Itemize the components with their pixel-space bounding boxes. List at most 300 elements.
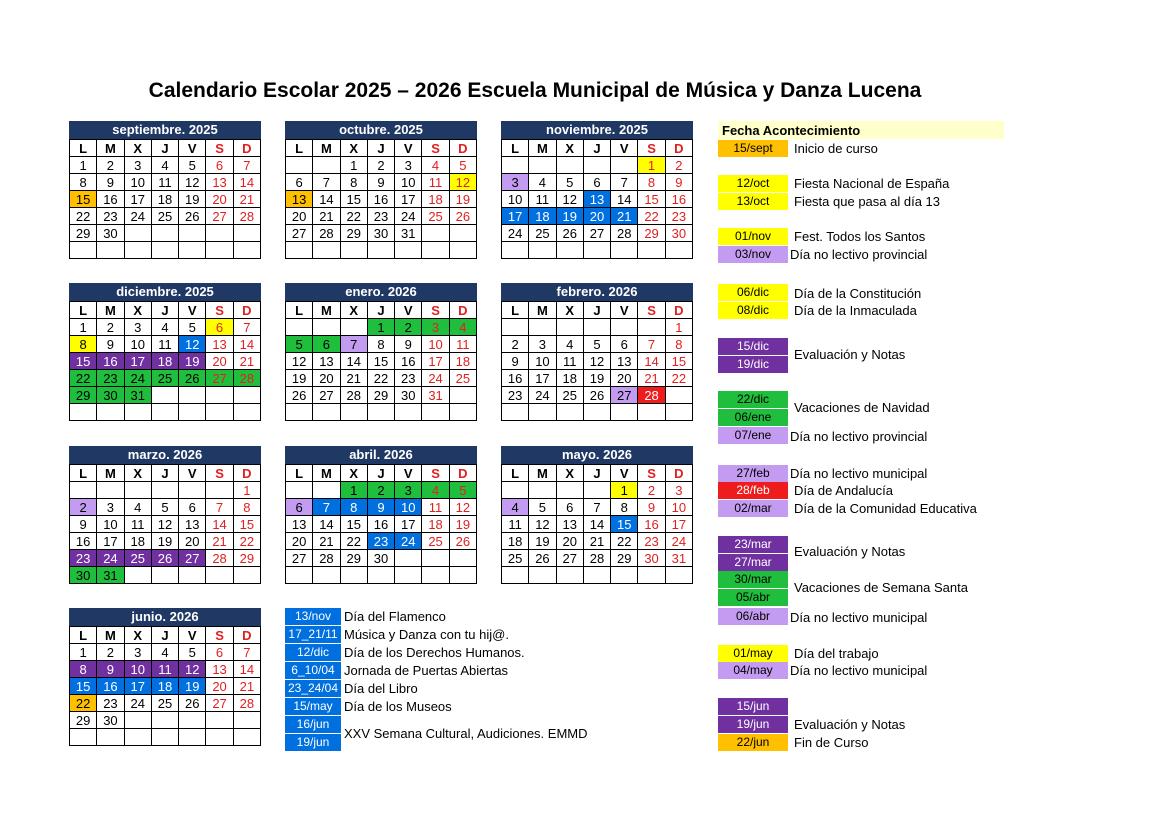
weekday-label: D [449,140,476,157]
legend-badge: 06/abr [718,608,788,625]
day-cell: 1 [340,482,367,499]
day-cell: 28 [340,387,367,404]
empty-cell [124,482,151,499]
day-cell: 1 [367,319,394,336]
empty-cell [206,712,233,729]
day-cell: 9 [367,174,394,191]
event-text: XXV Semana Cultural, Audiciones. EMMD [344,726,588,741]
weekday-label: X [556,465,583,482]
legend-text: Vacaciones de Semana Santa [794,580,968,595]
legend-badge: 22/jun [718,734,788,751]
day-cell: 11 [449,336,476,353]
empty-cell [206,567,233,584]
day-cell: 3 [422,319,449,336]
day-cell: 10 [665,499,692,516]
day-cell: 26 [286,387,313,404]
day-cell: 6 [206,319,233,336]
weekday-label: L [286,140,313,157]
day-cell: 27 [206,208,233,225]
day-cell: 5 [179,319,206,336]
day-cell: 30 [97,225,124,242]
day-cell: 7 [233,157,260,174]
day-cell: 22 [70,370,97,387]
legend-text: Fiesta que pasa al día 13 [794,194,940,209]
empty-cell [124,567,151,584]
calendar-september [69,121,261,259]
day-cell: 27 [313,387,340,404]
day-cell: 5 [151,499,178,516]
day-cell: 5 [179,644,206,661]
day-cell: 1 [665,319,692,336]
legend-badge: 04/may [718,662,788,679]
legend-badge: 05/abr [718,589,788,606]
day-cell: 14 [638,353,665,370]
empty-cell [638,242,665,259]
day-cell: 19 [286,370,313,387]
day-cell: 21 [233,678,260,695]
weekday-label: S [638,465,665,482]
day-cell: 18 [422,191,449,208]
day-cell: 16 [97,353,124,370]
weekday-label: J [583,140,610,157]
day-cell: 26 [529,550,556,567]
day-cell: 25 [529,225,556,242]
day-cell: 31 [422,387,449,404]
day-cell: 21 [233,353,260,370]
day-cell: 6 [179,499,206,516]
day-cell: 10 [395,499,422,516]
day-cell: 7 [313,499,340,516]
month-title: noviembre. 2025 [501,121,693,139]
weekday-label: J [367,465,394,482]
weekday-label: D [233,627,260,644]
day-cell: 6 [313,336,340,353]
empty-cell [367,567,394,584]
day-cell: 3 [124,319,151,336]
empty-cell [97,404,124,421]
day-cell: 15 [665,353,692,370]
empty-cell [611,157,638,174]
weekday-label: X [340,302,367,319]
day-cell: 18 [556,370,583,387]
day-cell: 27 [179,550,206,567]
legend-badge: 15/jun [718,698,788,715]
day-cell: 19 [179,353,206,370]
empty-cell [97,729,124,746]
day-cell: 9 [97,661,124,678]
empty-cell [206,404,233,421]
legend-header: Fecha Acontecimiento [718,121,1004,139]
day-cell: 17 [529,370,556,387]
empty-cell [502,242,529,259]
empty-cell [313,157,340,174]
day-cell: 21 [233,191,260,208]
day-cell: 7 [233,319,260,336]
day-cell: 8 [70,661,97,678]
weekday-label: L [502,302,529,319]
calendar-may [501,446,693,584]
day-cell: 16 [502,370,529,387]
day-cell: 26 [151,550,178,567]
day-cell: 28 [583,550,610,567]
empty-cell [286,404,313,421]
empty-cell [395,242,422,259]
month-title: junio. 2026 [69,608,261,626]
legend-text: Día de Andalucía [794,483,894,498]
day-cell: 8 [638,174,665,191]
day-cell: 10 [124,174,151,191]
day-cell: 9 [367,499,394,516]
day-cell: 22 [638,208,665,225]
day-cell: 6 [206,157,233,174]
day-cell: 17 [124,191,151,208]
day-cell: 29 [70,712,97,729]
day-cell: 19 [151,533,178,550]
day-cell: 18 [529,208,556,225]
day-cell: 2 [638,482,665,499]
day-cell: 30 [97,387,124,404]
empty-cell [313,404,340,421]
weekday-label: M [313,302,340,319]
day-cell: 10 [124,336,151,353]
day-cell: 30 [367,225,394,242]
day-cell: 25 [502,550,529,567]
empty-cell [151,482,178,499]
day-cell: 4 [151,644,178,661]
day-cell: 24 [97,550,124,567]
weekday-label: S [206,140,233,157]
legend-badge: 06/dic [718,284,788,301]
weekday-label: S [422,465,449,482]
legend-text: Día de la Inmaculada [794,303,917,318]
day-cell: 3 [124,644,151,661]
weekday-label: D [233,465,260,482]
legend-badge: 06/ene [718,409,788,426]
empty-cell [502,157,529,174]
weekday-label: J [583,465,610,482]
empty-cell [395,550,422,567]
event-badge: 6_10/04 [285,662,341,679]
empty-cell [151,567,178,584]
legend-badge: 30/mar [718,571,788,588]
event-text: Día de los Museos [344,699,452,714]
empty-cell [422,550,449,567]
day-cell: 27 [286,225,313,242]
empty-cell [340,567,367,584]
day-cell: 14 [340,353,367,370]
day-cell: 20 [206,191,233,208]
weekday-label: V [611,302,638,319]
day-cell: 23 [367,533,394,550]
event-badge: 23_24/04 [285,680,341,697]
weekday-label: X [340,465,367,482]
day-cell: 12 [449,499,476,516]
legend-text: Fiesta Nacional de España [794,176,950,191]
empty-cell [233,729,260,746]
empty-cell [233,567,260,584]
empty-cell [449,242,476,259]
day-cell: 15 [611,516,638,533]
day-cell: 18 [151,353,178,370]
legend-text: Día del trabajo [794,646,879,661]
day-cell: 1 [70,319,97,336]
empty-cell [124,225,151,242]
day-cell: 10 [97,516,124,533]
day-cell: 29 [70,387,97,404]
day-cell: 6 [611,336,638,353]
weekday-label: J [367,302,394,319]
day-cell: 30 [665,225,692,242]
empty-cell [395,567,422,584]
day-cell: 27 [583,225,610,242]
weekday-label: V [395,302,422,319]
event-badge: 12/dic [285,644,341,661]
day-cell: 14 [233,336,260,353]
day-cell: 13 [611,353,638,370]
day-cell: 16 [97,678,124,695]
weekday-label: X [556,302,583,319]
empty-cell [233,225,260,242]
empty-cell [179,387,206,404]
empty-cell [179,712,206,729]
day-cell: 7 [340,336,367,353]
day-cell: 23 [638,533,665,550]
day-cell: 19 [449,516,476,533]
day-cell: 15 [70,191,97,208]
day-cell: 13 [179,516,206,533]
legend-text: Inicio de curso [794,141,878,156]
day-cell: 3 [395,157,422,174]
legend-text: Evaluación y Notas [794,347,906,362]
day-cell: 30 [70,567,97,584]
day-cell: 5 [179,157,206,174]
day-cell: 25 [151,370,178,387]
empty-cell [556,482,583,499]
day-cell: 13 [583,191,610,208]
day-cell: 28 [206,550,233,567]
day-cell: 1 [611,482,638,499]
day-cell: 11 [151,661,178,678]
legend-badge: 07/ene [718,427,788,444]
empty-cell [638,567,665,584]
day-cell: 20 [179,533,206,550]
day-cell: 2 [97,157,124,174]
day-cell: 5 [583,336,610,353]
empty-cell [449,404,476,421]
day-cell: 2 [70,499,97,516]
empty-cell [151,404,178,421]
day-cell: 26 [179,370,206,387]
empty-cell [286,319,313,336]
weekday-label: J [151,627,178,644]
empty-cell [449,387,476,404]
empty-cell [206,482,233,499]
weekday-label: M [313,465,340,482]
day-cell: 20 [313,370,340,387]
day-cell: 20 [556,533,583,550]
legend-badge: 08/dic [718,302,788,319]
day-cell: 8 [70,174,97,191]
day-cell: 11 [422,499,449,516]
day-cell: 13 [206,661,233,678]
day-cell: 4 [449,319,476,336]
day-cell: 4 [422,482,449,499]
month-title: mayo. 2026 [501,446,693,464]
empty-cell [529,319,556,336]
empty-cell [529,242,556,259]
day-cell: 16 [367,516,394,533]
day-cell: 8 [367,336,394,353]
day-cell: 20 [286,533,313,550]
day-cell: 27 [206,695,233,712]
day-cell: 20 [611,370,638,387]
empty-cell [449,567,476,584]
day-cell: 22 [340,533,367,550]
legend-badge: 19/dic [718,356,788,373]
weekday-label: S [206,627,233,644]
empty-cell [206,729,233,746]
empty-cell [151,712,178,729]
event-badge: 15/may [285,698,341,715]
weekday-label: M [97,140,124,157]
weekday-label: J [151,302,178,319]
weekday-label: V [611,465,638,482]
day-cell: 31 [665,550,692,567]
empty-cell [449,550,476,567]
day-cell: 31 [124,387,151,404]
day-cell: 2 [97,644,124,661]
day-cell: 10 [529,353,556,370]
day-cell: 25 [151,695,178,712]
weekday-label: D [233,140,260,157]
day-cell: 18 [449,353,476,370]
day-cell: 1 [638,157,665,174]
day-cell: 21 [583,533,610,550]
day-cell: 14 [313,516,340,533]
empty-cell [611,319,638,336]
day-cell: 22 [70,695,97,712]
day-cell: 6 [206,644,233,661]
weekday-label: X [556,140,583,157]
day-cell: 25 [151,208,178,225]
day-cell: 19 [556,208,583,225]
day-cell: 11 [502,516,529,533]
day-cell: 13 [206,336,233,353]
day-cell: 25 [556,387,583,404]
day-cell: 29 [367,387,394,404]
day-cell: 24 [529,387,556,404]
day-cell: 12 [529,516,556,533]
day-cell: 11 [529,191,556,208]
empty-cell [206,242,233,259]
day-cell: 4 [502,499,529,516]
calendar-february [501,283,693,421]
legend-badge: 01/may [718,645,788,662]
month-title: febrero. 2026 [501,283,693,301]
empty-cell [502,567,529,584]
day-cell: 11 [151,174,178,191]
day-cell: 22 [611,533,638,550]
legend-badge: 27/feb [718,465,788,482]
legend-badge: 01/nov [718,228,788,245]
empty-cell [611,567,638,584]
day-cell: 12 [179,336,206,353]
day-cell: 18 [422,516,449,533]
legend-badge: 02/mar [718,500,788,517]
weekday-label: X [124,465,151,482]
day-cell: 6 [286,499,313,516]
day-cell: 4 [422,157,449,174]
empty-cell [179,729,206,746]
weekday-label: S [206,302,233,319]
calendar-october [285,121,477,259]
day-cell: 29 [233,550,260,567]
day-cell: 8 [611,499,638,516]
empty-cell [124,729,151,746]
day-cell: 17 [502,208,529,225]
day-cell: 18 [151,678,178,695]
weekday-label: J [583,302,610,319]
empty-cell [233,387,260,404]
empty-cell [233,242,260,259]
month-title: abril. 2026 [285,446,477,464]
day-cell: 15 [340,516,367,533]
legend-badge: 28/feb [718,482,788,499]
day-cell: 14 [611,191,638,208]
legend-text: Día no lectivo provincial [790,247,928,262]
day-cell: 25 [449,370,476,387]
day-cell: 3 [529,336,556,353]
event-badge: 19/jun [285,734,341,751]
weekday-label: M [529,302,556,319]
day-cell: 14 [583,516,610,533]
day-cell: 3 [502,174,529,191]
empty-cell [367,404,394,421]
day-cell: 4 [124,499,151,516]
day-cell: 28 [233,695,260,712]
event-text: Día del Libro [344,681,418,696]
empty-cell [124,242,151,259]
weekday-label: V [179,627,206,644]
weekday-label: M [529,465,556,482]
day-cell: 18 [151,191,178,208]
empty-cell [286,157,313,174]
day-cell: 10 [422,336,449,353]
day-cell: 27 [206,370,233,387]
day-cell: 8 [665,336,692,353]
day-cell: 4 [151,319,178,336]
day-cell: 9 [638,499,665,516]
day-cell: 19 [179,678,206,695]
day-cell: 11 [422,174,449,191]
empty-cell [638,319,665,336]
empty-cell [179,404,206,421]
day-cell: 9 [665,174,692,191]
day-cell: 2 [367,482,394,499]
empty-cell [179,242,206,259]
weekday-label: V [179,465,206,482]
day-cell: 7 [638,336,665,353]
day-cell: 23 [97,370,124,387]
day-cell: 4 [529,174,556,191]
day-cell: 13 [286,191,313,208]
day-cell: 19 [529,533,556,550]
day-cell: 13 [556,516,583,533]
month-title: octubre. 2025 [285,121,477,139]
day-cell: 1 [340,157,367,174]
empty-cell [124,404,151,421]
day-cell: 21 [611,208,638,225]
